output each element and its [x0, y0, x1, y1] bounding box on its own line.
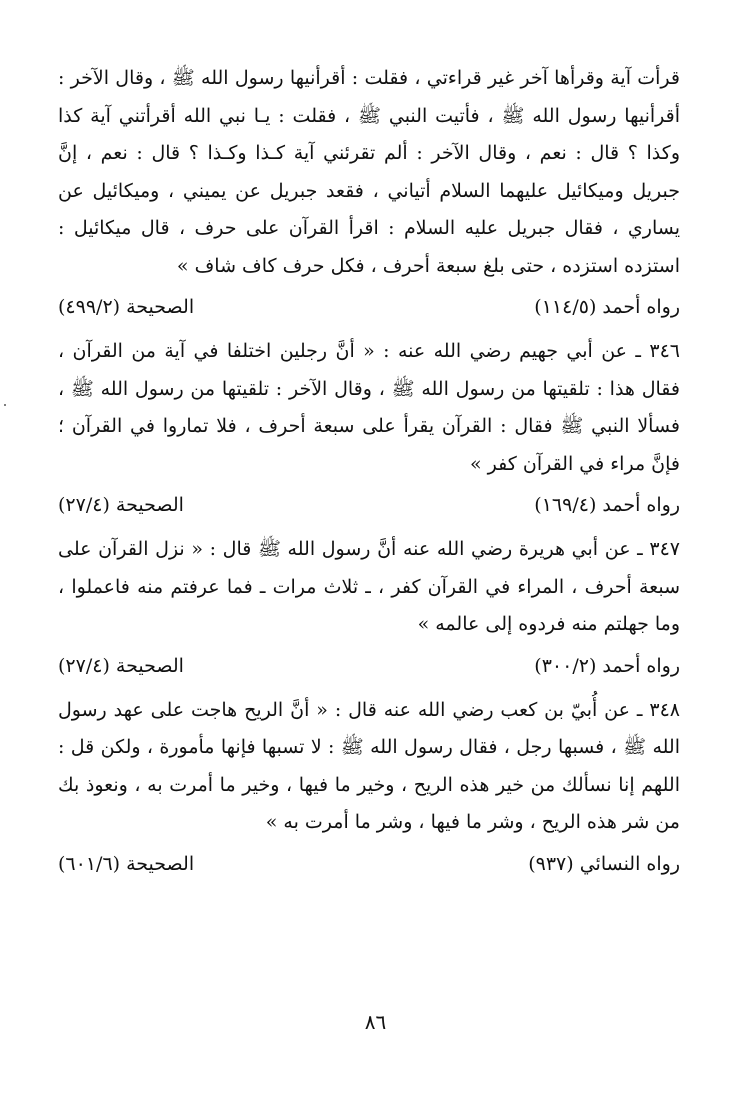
- reference-row: [58, 293, 680, 321]
- reference-row: [58, 850, 680, 878]
- reference-row: [58, 652, 680, 680]
- hadith-text: قرأت آية وقرأها آخر غير قراءتي ، فقلت : أقرأنيها رسول الله ﷺ ، وقال الآخر : أقرأنيها رسول الله ﷺ ، فأتيت النبي ﷺ ، فقلت : يـا نبي الله أقرأتني آية كذا وكذا ؟ قال : نعم ، وقال الآخر : ألم تقرئني آية كـذا وكـذا ؟ قال : نعم ، إنَّ جبريل وميكائيل عليهما السلام أتياني ، فقعد جبريل عن يميني ، وميكائيل عن يساري ، فقال جبريل عليه السلام : اقرأ القرآن على حرف ، قال ميكائيل : استزده استزده ، حتى بلغ سبعة أحرف ، فكل حرف كاف شاف »: [58, 67, 680, 277]
- hadith-source: رواه أحمد (١١٤/٥): [534, 296, 680, 318]
- hadith-grading: الصحيحة (٦٠١/٦): [58, 852, 195, 875]
- page-body: [58, 60, 680, 890]
- hadith-text: ٣٤٦ ـ عن أبي جهيم رضي الله عنه : « أنَّ رجلين اختلفا في آية من القرآن ، فقال هذا : تلقيتها من رسول الله ﷺ ، وقال الآخر : تلقيتها من رسول الله ﷺ ، فسألا النبي ﷺ فقال : القرآن يقرأ على سبعة أحرف ، فلا تماروا في القرآن ؛ فإنَّ مراء في القرآن كفر »: [58, 340, 680, 475]
- hadith-source: رواه أحمد (٣٠٠/٢): [534, 654, 680, 677]
- page-number: ٨٦: [364, 1010, 387, 1034]
- hadith-source: رواه النسائي (٩٣٧): [528, 852, 680, 875]
- hadith-grading: الصحيحة (٢٧/٤): [58, 654, 184, 677]
- hadith-grading: الصحيحة (٤٩٩/٢): [58, 296, 195, 318]
- margin-mark: [4, 404, 6, 406]
- hadith-text: ٣٤٧ ـ عن أبي هريرة رضي الله عنه أنَّ رسول الله ﷺ قال : « نزل القرآن على سبعة أحرف ، المراء في القرآن كفر ، ـ ثلاث مرات ـ فما عرفتم منه فاعملوا ، وما جهلتم منه فردوه إلى عالمه »: [58, 538, 680, 635]
- hadith-text: ٣٤٨ ـ عن أُبيّ بن كعب رضي الله عنه قال : « أنَّ الريح هاجت على عهد رسول الله ﷺ ، فسبها رجل ، فقال رسول الله ﷺ : لا تسبها فإنها مأمورة ، ولكن قل : اللهم إنا نسألك من خير هذه الريح ، وخير ما فيها ، وخير ما أمرت به ، ونعوذ بك من شر هذه الريح ، وشر ما فيها ، وشر ما أمرت به »: [58, 698, 680, 833]
- hadith-source: رواه أحمد (١٦٩/٤): [534, 494, 680, 516]
- reference-row: [58, 491, 680, 519]
- hadith-grading: الصحيحة (٢٧/٤): [58, 494, 184, 516]
